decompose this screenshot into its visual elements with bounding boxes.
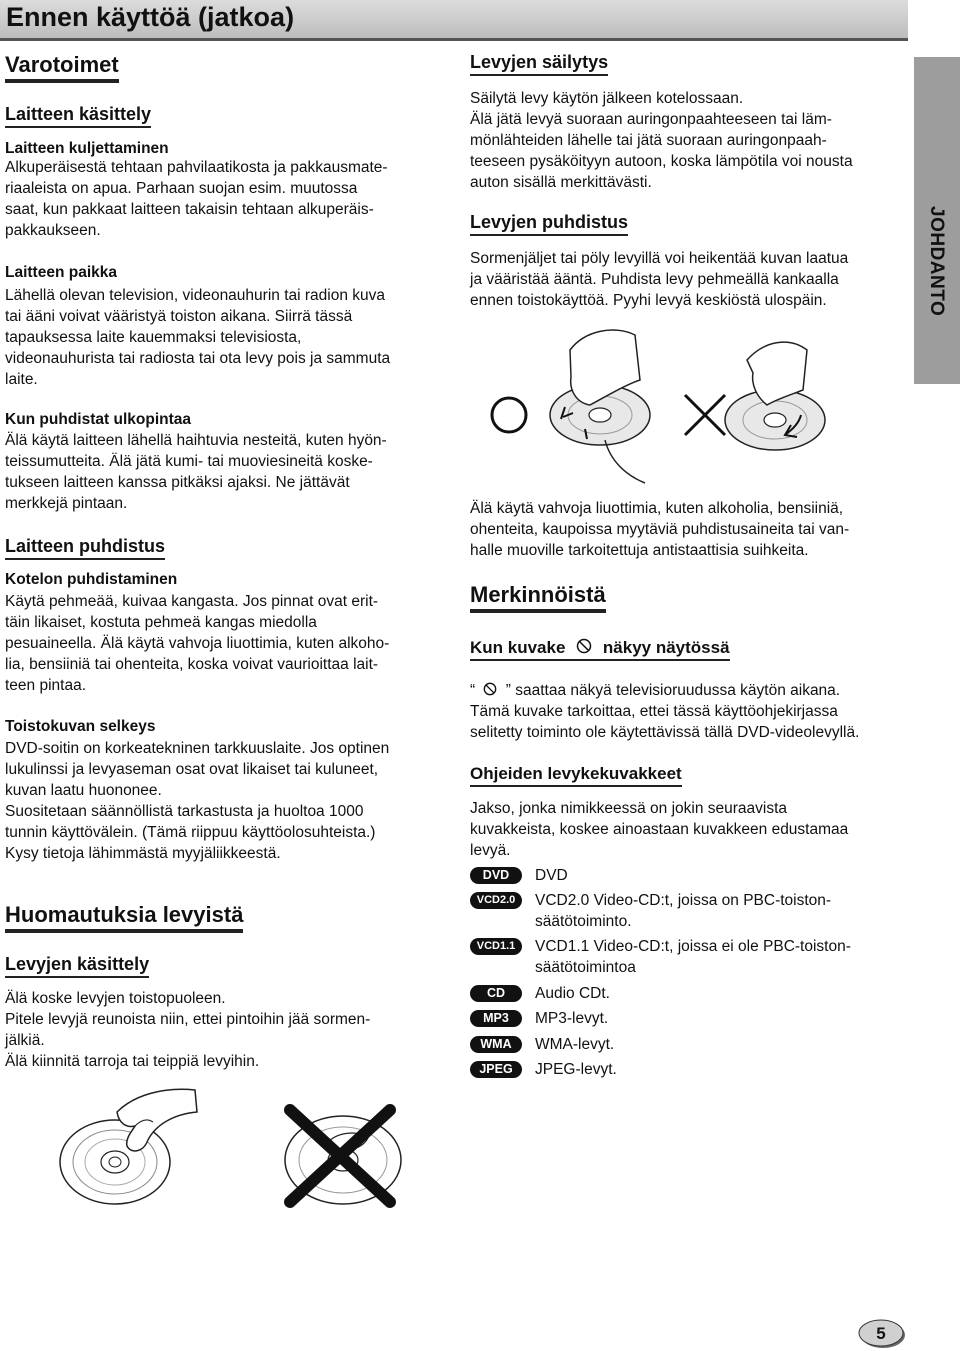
- disc-handling-heading: Levyjen käsittely: [5, 954, 149, 978]
- text-line: Älä käytä laitteen lähellä haihtuvia nesteitä, kuten hyön-: [5, 432, 387, 449]
- disc-badge: CD: [470, 985, 522, 1002]
- disc-badge: VCD2.0: [470, 892, 522, 909]
- correct-mark-icon: [492, 398, 526, 432]
- guide-text: [470, 798, 848, 861]
- text-line: tukseen laitteen kanssa pitkäksi ajaksi. Ne jättävät: [5, 474, 350, 491]
- text-line: levyä.: [470, 842, 511, 859]
- text-line: Älä koske levyjen toistopuoleen.: [5, 990, 226, 1007]
- disc-type-label: WMA-levyt.: [535, 1036, 615, 1053]
- text-line: tunnin käyttövälein. (Tämä riippuu käyttöolosuhteista.): [5, 824, 376, 841]
- disc-type-mp3: [470, 1010, 609, 1028]
- text-line: Älä jätä levyä suoraan auringonpaahteeseen tai läm-: [470, 111, 832, 128]
- text-line: Lähellä olevan television, videonauhurin tai radion kuva: [5, 287, 386, 304]
- text-line: laite.: [5, 371, 38, 388]
- text-line: pesuaineella. Älä käytä vahvoja liuottimia, kuten alkoho-: [5, 635, 390, 652]
- text-line: pakkaukseen.: [5, 222, 101, 239]
- text-line: ennen toistokäyttöä. Pyyhi levyä keskiöstä ulospäin.: [470, 292, 827, 309]
- disc-cleaning-text: [470, 248, 848, 311]
- disc-type-vcd20: [470, 892, 832, 930]
- text-line: Pitele levyjä reunoista niin, ettei pintoihin jää sormen-: [5, 1011, 371, 1028]
- text-line: lia, bensiiniä tai ohenteita, koska voivat vaurioittaa lait-: [5, 656, 379, 673]
- clarity-heading: Toistokuvan selkeys: [5, 718, 156, 735]
- text-line: tai ääni voivat vääristyä toiston aikana. Siirrä tässä: [5, 308, 353, 325]
- text-line: videonauhurista tai radiosta tai ota levy pois ja sammuta: [5, 350, 391, 367]
- text-line: halle muoville tarkoitettuja antistaattisia suihkeita.: [470, 542, 809, 559]
- transport-text: [5, 157, 388, 241]
- disc-type-dvd: [470, 867, 568, 885]
- text-line: DVD-soitin on korkeatekninen tarkkuuslaite. Jos optinen: [5, 740, 390, 757]
- text-line: VCD1.1 Video-CD:t, joissa ei ole PBC-toiston-: [535, 938, 851, 955]
- text-line: mönlähteiden lähelle tai jätä suoraan auringonpaah-: [470, 132, 827, 149]
- exterior-text: [5, 430, 387, 514]
- text-line: Tämä kuvake tarkoittaa, ettei tässä käyttöohjekirjassa: [470, 703, 838, 720]
- text-line: riaaleista on apua. Parhaan suojan esim. muutossa: [5, 180, 358, 197]
- transport-heading: Laitteen kuljettaminen: [5, 140, 169, 157]
- disc-handling-text: [5, 988, 370, 1072]
- icon-description-first: ” saattaa näkyä televisioruudussa käytön aikana.: [505, 682, 841, 699]
- text-line: lukulinssi ja levyaseman osat ovat likaiset tai kuluneet,: [5, 761, 379, 778]
- cabinet-text: [5, 591, 389, 696]
- icon-heading-post: näkyy näytössä: [602, 638, 730, 657]
- side-tab-label: [927, 206, 947, 254]
- text-line: merkkejä pintaan.: [5, 495, 128, 512]
- page-number-badge: [856, 1318, 908, 1350]
- text-line: teeseen pysäköityyn autoon, koska lämpötila voi nousta: [470, 153, 853, 170]
- cleaning-heading: Laitteen puhdistus: [5, 536, 165, 560]
- disc-hold-incorrect-illustration: [268, 1102, 418, 1212]
- prohibited-icon: [483, 682, 497, 696]
- icon-description: [470, 680, 859, 743]
- disc-badge: MP3: [470, 1010, 522, 1027]
- quote-open: “: [470, 682, 476, 699]
- text-line: selitetty toiminto ole käytettävissä tällä DVD-videolevyllä.: [470, 724, 860, 741]
- guide-heading: Ohjeiden levykekuvakkeet: [470, 764, 682, 787]
- disc-type-label: JPEG-levyt.: [535, 1061, 617, 1078]
- clarity-text: [5, 738, 389, 864]
- disc-cleaning-heading: Levyjen puhdistus: [470, 212, 628, 236]
- text-line: Kysy tietoja lähimmästä myyjäliikkeestä.: [5, 845, 281, 862]
- text-line: kuvakkeista, koskee ainoastaan kuvakkeen edustamaa: [470, 821, 849, 838]
- prohibited-icon: [576, 638, 592, 654]
- placement-heading: Laitteen paikka: [5, 264, 117, 281]
- disc-type-jpeg: [470, 1061, 617, 1079]
- handling-heading: Laitteen käsittely: [5, 104, 151, 128]
- icon-heading: [470, 638, 730, 661]
- text-line: säätötoimintoa: [535, 959, 636, 976]
- storage-text: [470, 88, 853, 193]
- text-line: täin likaiset, kostuta pehmeä kangas miedolla: [5, 614, 317, 631]
- text-line: Älä kiinnitä tarroja tai teippiä levyihin.: [5, 1053, 260, 1070]
- disc-type-label: [535, 890, 831, 932]
- disc-cleaning-illustration: [485, 325, 845, 485]
- discs-heading: Huomautuksia levyistä: [5, 902, 243, 933]
- disc-type-label: MP3-levyt.: [535, 1010, 609, 1027]
- storage-heading: Levyjen säilytys: [470, 52, 608, 76]
- exterior-heading: Kun puhdistat ulkopintaa: [5, 411, 191, 428]
- text-line: VCD2.0 Video-CD:t, joissa on PBC-toiston-: [535, 892, 832, 909]
- text-line: saat, kun pakkaat laitteen takaisin tehtaan alkuperäis-: [5, 201, 374, 218]
- solvent-text: [470, 498, 849, 561]
- text-line: ja vääristää ääntä. Puhdista levy pehmeällä kankaalla: [470, 271, 839, 288]
- disc-type-label: [535, 936, 851, 978]
- disc-type-wma: [470, 1036, 615, 1054]
- disc-hold-correct-illustration: [55, 1082, 205, 1212]
- text-line: ohenteita, kaupoissa myytäviä puhdistusaineita tai van-: [470, 521, 850, 538]
- text-line: teissumutteita. Älä jätä kumi- tai muoviesineitä koske-: [5, 453, 373, 470]
- header-divider: [0, 38, 908, 41]
- text-line: kuvan laatu huononee.: [5, 782, 162, 799]
- text-line: tapauksessa laite kauemmaksi televisiosta,: [5, 329, 302, 346]
- disc-type-cd: [470, 985, 610, 1003]
- text-line: teen pintaa.: [5, 677, 87, 694]
- cabinet-heading: Kotelon puhdistaminen: [5, 571, 178, 588]
- text-line: Jakso, jonka nimikkeessä on jokin seuraavista: [470, 800, 788, 817]
- page-number: 5: [876, 1324, 886, 1343]
- disc-badge: WMA: [470, 1036, 522, 1053]
- icon-heading-pre: Kun kuvake: [470, 638, 566, 657]
- text-line: Älä käytä vahvoja liuottimia, kuten alkoholia, bensiiniä,: [470, 500, 844, 517]
- text-line: auton sisällä merkittävästi.: [470, 174, 652, 191]
- text-line: säätötoiminto.: [535, 913, 632, 930]
- disc-badge: DVD: [470, 867, 522, 884]
- disc-type-label: Audio CDt.: [535, 985, 610, 1002]
- text-line: Suositetaan säännöllistä tarkastusta ja huoltoa 1000: [5, 803, 364, 820]
- text-line: jälkiä.: [5, 1032, 45, 1049]
- disc-badge: VCD1.1: [470, 938, 522, 955]
- text-line: Käytä pehmeää, kuivaa kangasta. Jos pinnat ovat erit-: [5, 593, 379, 610]
- placement-text: [5, 285, 390, 390]
- disc-badge: JPEG: [470, 1061, 522, 1078]
- disc-type-vcd11: [470, 938, 851, 976]
- symbols-heading: Merkinnöistä: [470, 582, 606, 613]
- text-line: Alkuperäisestä tehtaan pahvilaatikosta ja pakkausmate-: [5, 159, 388, 176]
- page-title: Ennen käyttöä (jatkoa): [6, 2, 295, 32]
- text-line: Sormenjäljet tai pöly levyillä voi heikentää kuvan laatua: [470, 250, 849, 267]
- text-line: [470, 680, 859, 701]
- disc-type-label: DVD: [535, 867, 568, 884]
- precautions-heading: Varotoimet: [5, 52, 119, 83]
- text-line: Säilytä levy käytön jälkeen kotelossaan.: [470, 90, 744, 107]
